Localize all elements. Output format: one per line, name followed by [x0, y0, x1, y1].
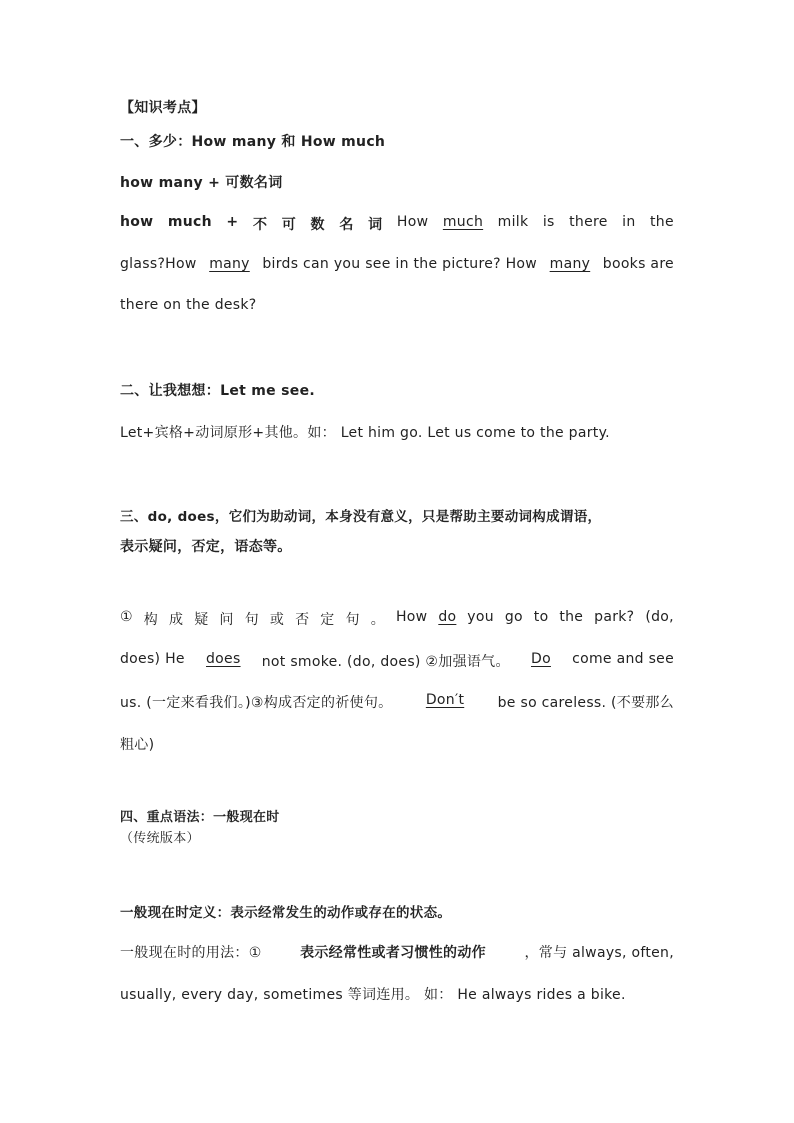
text-segment: glass?How — [120, 256, 197, 272]
word: + — [226, 214, 239, 230]
word: the — [559, 609, 584, 625]
underlined-word: many — [209, 256, 250, 272]
section-4-usage-line-1 — [120, 942, 674, 962]
section-1-rule-1: how many + 可数名词 — [120, 175, 283, 191]
section-3-line-4: 粗心) — [120, 737, 155, 753]
word: 名 — [339, 217, 354, 233]
word: 可 — [281, 217, 297, 233]
underlined-word: do — [438, 609, 457, 625]
underlined-word: Do — [530, 651, 551, 667]
word: go — [504, 609, 523, 625]
text-segment: books are — [602, 256, 674, 272]
text-segment: come and see — [572, 651, 674, 667]
underlined-word: does — [206, 651, 241, 667]
word: How — [395, 609, 428, 625]
section-3-line-1 — [120, 609, 674, 629]
section-3-title-line-1: 三、do, does，它们为助动词，本身没有意义，只是帮助主要动词构成谓语， — [120, 509, 602, 525]
char: 问 — [219, 612, 234, 628]
text-segment: does) He — [120, 651, 185, 667]
word: how — [120, 214, 154, 230]
underlined-word: Don′t — [425, 692, 465, 708]
word: 不 — [252, 217, 268, 233]
word: (do, — [645, 609, 674, 625]
underlined-word: much — [442, 214, 484, 230]
section-4-subtitle: （传统版本） — [120, 831, 200, 846]
char: 或 — [269, 612, 285, 628]
section-1-rule-2-line — [120, 214, 674, 234]
circled-one: ① — [120, 609, 133, 625]
word: to — [533, 609, 549, 625]
word: park? — [594, 609, 635, 625]
bold-segment: 表示经常性或者习惯性的动作 — [300, 945, 486, 961]
char: 句 — [244, 612, 259, 628]
text-segment: be so careless. (不要那么 — [497, 695, 674, 711]
char: 成 — [168, 612, 184, 628]
section-3-line-2 — [120, 651, 674, 671]
section-1-line-3: there on the desk? — [120, 297, 257, 313]
word: milk — [497, 214, 529, 230]
section-2-body: Let+宾格+动词原形+其他。如： Let him go. Let us come to the party. — [120, 425, 610, 441]
word: much — [167, 214, 212, 230]
text-segment: birds can you see in the picture? How — [262, 256, 538, 272]
word: in — [622, 214, 636, 230]
word: you — [467, 609, 494, 625]
text-segment: not smoke. (do, does) ②加强语气。 — [261, 654, 510, 670]
text-segment: ，常与 always, often, — [524, 945, 674, 961]
word: 词 — [368, 217, 383, 233]
section-4-title: 四、重点语法：一般现在时 — [120, 810, 280, 825]
char: 定 — [320, 612, 335, 628]
section-2-title: 二、让我想想：Let me see. — [120, 383, 315, 399]
section-1-title: 一、多少：How many 和 How much — [120, 134, 386, 150]
char: 疑 — [194, 612, 209, 628]
text-segment: 一般现在时的用法：① — [120, 945, 262, 961]
word: the — [650, 214, 674, 230]
char: 。 — [370, 612, 386, 628]
section-4-definition: 一般现在时定义：表示经常发生的动作或存在的状态。 — [120, 905, 452, 921]
word: there — [569, 214, 608, 230]
section-3-title-line-2: 表示疑问，否定，语态等。 — [120, 539, 292, 555]
section-3-line-3 — [120, 692, 674, 712]
word: How — [396, 214, 429, 230]
char: 构 — [143, 612, 159, 628]
underlined-word: many — [549, 256, 591, 272]
text-segment: us. (一定来看我们。)③构成否定的祈使句。 — [120, 695, 393, 711]
section-1-line-2 — [120, 256, 674, 272]
word: 数 — [310, 217, 325, 233]
word: is — [542, 214, 555, 230]
section-4-usage-line-2: usually, every day, sometimes 等词连用。 如： He always rides a bike. — [120, 987, 626, 1003]
knowledge-header: 【知识考点】 — [120, 100, 206, 116]
char: 句 — [345, 612, 360, 628]
char: 否 — [295, 612, 310, 628]
